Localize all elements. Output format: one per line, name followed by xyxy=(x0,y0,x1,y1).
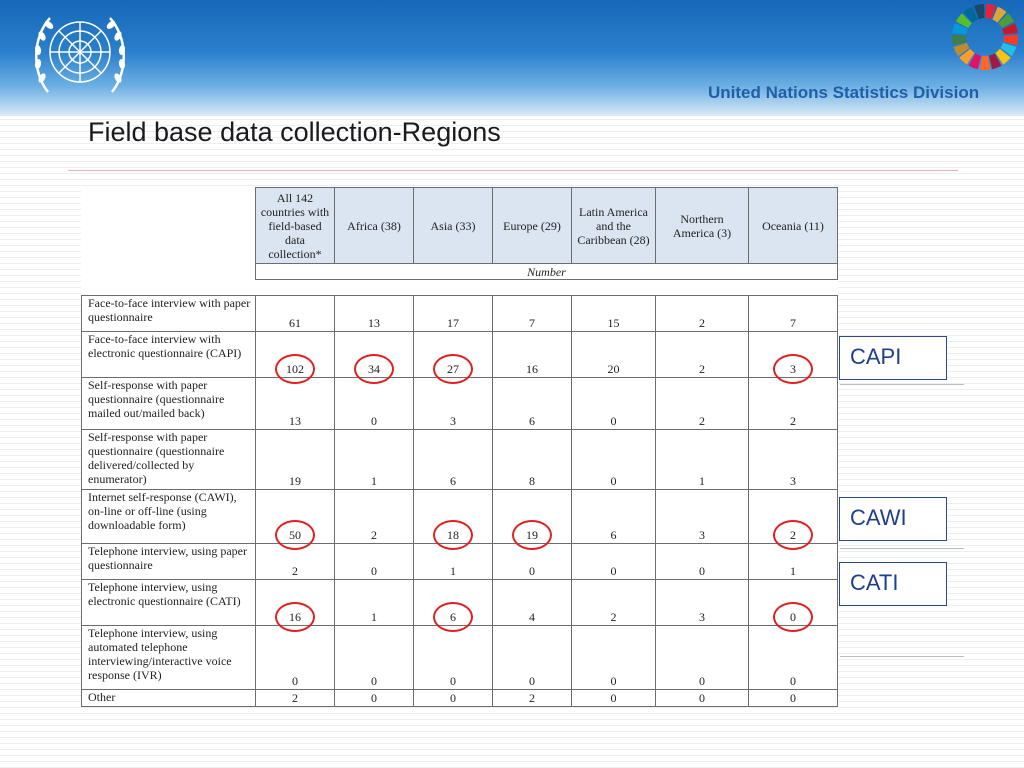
table-cell xyxy=(749,580,838,626)
table-cell xyxy=(414,332,493,378)
cell-value: 2 xyxy=(699,414,705,428)
table-row xyxy=(82,296,838,332)
header-banner xyxy=(0,0,1024,116)
table-cell xyxy=(493,626,572,690)
capi-label-box: CAPI xyxy=(839,336,947,380)
table-cell xyxy=(493,580,572,626)
table-cell xyxy=(656,626,749,690)
table-cell xyxy=(414,296,493,332)
side-divider xyxy=(840,384,964,385)
table-row xyxy=(82,690,838,707)
cell-value: 0 xyxy=(610,564,617,578)
table-cell xyxy=(493,296,572,332)
table-cell xyxy=(335,626,414,690)
table-cell xyxy=(656,690,749,707)
row-label: Self-response with paper questionnaire (questionnaire delivered/collected by enumerator) xyxy=(82,430,256,490)
row-label: Internet self-response (CAWI), on-line or off-line (using downloadable form) xyxy=(82,490,256,544)
circled-value: 27 xyxy=(447,362,459,376)
cell-value: 3 xyxy=(450,414,456,428)
circled-value: 16 xyxy=(289,610,301,624)
row-label: Self-response with paper questionnaire (questionnaire mailed out/mailed back) xyxy=(82,378,256,430)
circled-value: 50 xyxy=(289,528,301,542)
table-cell xyxy=(749,378,838,430)
cell-value: 4 xyxy=(529,610,535,624)
cell-value: 1 xyxy=(450,564,456,578)
cell-value: 0 xyxy=(610,674,617,688)
table-cell xyxy=(256,332,335,378)
table-cell xyxy=(749,490,838,544)
table-cell xyxy=(572,544,656,580)
table-cell xyxy=(572,580,656,626)
table-cell xyxy=(572,332,656,378)
side-divider xyxy=(840,656,964,657)
cell-value: 2 xyxy=(699,362,705,376)
table-cell xyxy=(656,430,749,490)
column-header: All 142 countries with field-based data collection* xyxy=(256,188,335,264)
table-cell xyxy=(335,430,414,490)
table-cell xyxy=(256,690,335,707)
column-header: Europe (29) xyxy=(493,188,572,264)
cell-value: 7 xyxy=(790,316,796,330)
column-header: Oceania (11) xyxy=(749,188,838,264)
column-header: Asia (33) xyxy=(414,188,493,264)
table-row xyxy=(82,580,838,626)
table-cell xyxy=(414,490,493,544)
table-cell xyxy=(749,332,838,378)
table-cell xyxy=(256,626,335,690)
row-label: Other xyxy=(82,690,256,707)
cell-value: 0 xyxy=(292,674,298,688)
cell-value: 2 xyxy=(292,691,298,705)
row-label: Face-to-face interview with electronic questionnaire (CAPI) xyxy=(82,332,256,378)
table-cell xyxy=(414,690,493,707)
sdg-segment xyxy=(980,56,990,70)
cell-value: 0 xyxy=(529,564,535,578)
cell-value: 3 xyxy=(699,528,705,542)
cati-label-box: CATI xyxy=(839,562,947,606)
table-cell xyxy=(335,690,414,707)
cell-value: 61 xyxy=(289,316,301,330)
table-cell xyxy=(256,296,335,332)
cell-value: 0 xyxy=(610,474,617,488)
side-divider xyxy=(840,548,964,549)
cell-value: 17 xyxy=(447,316,459,330)
row-label: Face-to-face interview with paper questionnaire xyxy=(82,296,256,332)
table-cell xyxy=(256,580,335,626)
circled-value: 34 xyxy=(368,362,380,376)
cell-value: 8 xyxy=(529,474,535,488)
column-header: Latin America and the Caribbean (28) xyxy=(572,188,656,264)
cell-value: 0 xyxy=(371,564,377,578)
cell-value: 0 xyxy=(699,674,705,688)
table-cell xyxy=(414,580,493,626)
table-cell xyxy=(256,490,335,544)
table-cell xyxy=(256,378,335,430)
cell-value: 2 xyxy=(610,610,617,624)
cell-value: 0 xyxy=(790,691,796,705)
table-cell xyxy=(749,690,838,707)
table-cell xyxy=(656,332,749,378)
table-cell xyxy=(656,296,749,332)
cell-value: 2 xyxy=(790,414,796,428)
table-cell xyxy=(256,430,335,490)
table-cell xyxy=(572,626,656,690)
table-cell xyxy=(656,490,749,544)
table-cell xyxy=(493,690,572,707)
cell-value: 1 xyxy=(790,564,796,578)
cell-value: 1 xyxy=(699,474,705,488)
division-title: United Nations Statistics Division xyxy=(708,83,980,102)
cell-value: 2 xyxy=(699,316,705,330)
column-header: Africa (38) xyxy=(335,188,414,264)
table-cell xyxy=(335,544,414,580)
table-cell xyxy=(414,430,493,490)
column-header: Northern America (3) xyxy=(656,188,749,264)
circled-value: 102 xyxy=(286,362,304,376)
table-cell xyxy=(656,580,749,626)
circled-value: 18 xyxy=(447,528,459,542)
cell-value: 13 xyxy=(368,316,380,330)
cell-value: 2 xyxy=(529,691,535,705)
circled-value: 2 xyxy=(790,528,796,542)
cell-value: 0 xyxy=(450,691,456,705)
collection-methods-table xyxy=(81,187,838,707)
table-cell xyxy=(335,296,414,332)
table-cell xyxy=(656,378,749,430)
cell-value: 2 xyxy=(292,564,298,578)
cell-value: 16 xyxy=(526,362,538,376)
table-row xyxy=(82,490,838,544)
title-divider xyxy=(68,170,958,171)
table-row xyxy=(82,626,838,690)
cell-value: 0 xyxy=(371,414,377,428)
cell-value: 0 xyxy=(529,674,535,688)
table-cell xyxy=(572,690,656,707)
table-cell xyxy=(493,378,572,430)
table-cell xyxy=(572,430,656,490)
table-header-row xyxy=(82,188,838,264)
cell-value: 1 xyxy=(371,474,377,488)
cell-value: 0 xyxy=(790,674,796,688)
table-cell xyxy=(335,580,414,626)
cell-value: 2 xyxy=(371,528,377,542)
cell-value: 0 xyxy=(450,674,456,688)
cell-value: 19 xyxy=(289,474,301,488)
circled-value: 0 xyxy=(790,610,796,624)
table-cell xyxy=(493,332,572,378)
cell-value: 3 xyxy=(790,474,796,488)
table-cell xyxy=(749,296,838,332)
table-cell xyxy=(572,296,656,332)
cell-value: 1 xyxy=(371,610,377,624)
table-row xyxy=(82,430,838,490)
cell-value: 0 xyxy=(371,691,377,705)
circled-value: 6 xyxy=(450,610,456,624)
table-cell xyxy=(493,430,572,490)
cell-value: 20 xyxy=(607,362,620,376)
row-label: Telephone interview, using electronic questionnaire (CATI) xyxy=(82,580,256,626)
cell-value: 0 xyxy=(699,691,705,705)
cell-value: 0 xyxy=(610,691,617,705)
table-cell xyxy=(572,378,656,430)
cell-value: 0 xyxy=(699,564,705,578)
cawi-label-box: CAWI xyxy=(839,497,947,541)
cell-value: 13 xyxy=(289,414,301,428)
table-cell xyxy=(656,544,749,580)
table-cell xyxy=(749,626,838,690)
cell-value: 6 xyxy=(610,528,617,542)
cell-value: 6 xyxy=(529,414,535,428)
table-cell xyxy=(572,490,656,544)
cell-value: 0 xyxy=(371,674,377,688)
cell-value: 3 xyxy=(699,610,705,624)
table-cell xyxy=(749,430,838,490)
unit-label: Number xyxy=(256,264,838,280)
circled-value: 3 xyxy=(790,362,796,376)
table-row xyxy=(82,332,838,378)
table-cell xyxy=(335,332,414,378)
table-cell xyxy=(335,490,414,544)
page-title: Field base data collection-Regions xyxy=(88,117,501,147)
table-cell xyxy=(335,378,414,430)
sdg-wheel-icon xyxy=(950,2,1020,72)
un-emblem-icon xyxy=(28,8,132,100)
table-cell xyxy=(493,490,572,544)
cell-value: 0 xyxy=(610,414,617,428)
table-cell xyxy=(414,378,493,430)
unit-row xyxy=(82,264,838,280)
cell-value: 7 xyxy=(529,316,535,330)
cell-value: 15 xyxy=(607,316,620,330)
row-label: Telephone interview, using automated telephone interviewing/interactive voice response (IVR) xyxy=(82,626,256,690)
table-cell xyxy=(414,626,493,690)
cell-value: 6 xyxy=(450,474,456,488)
table-row xyxy=(82,378,838,430)
circled-value: 19 xyxy=(526,528,538,542)
row-label: Telephone interview, using paper questionnaire xyxy=(82,544,256,580)
